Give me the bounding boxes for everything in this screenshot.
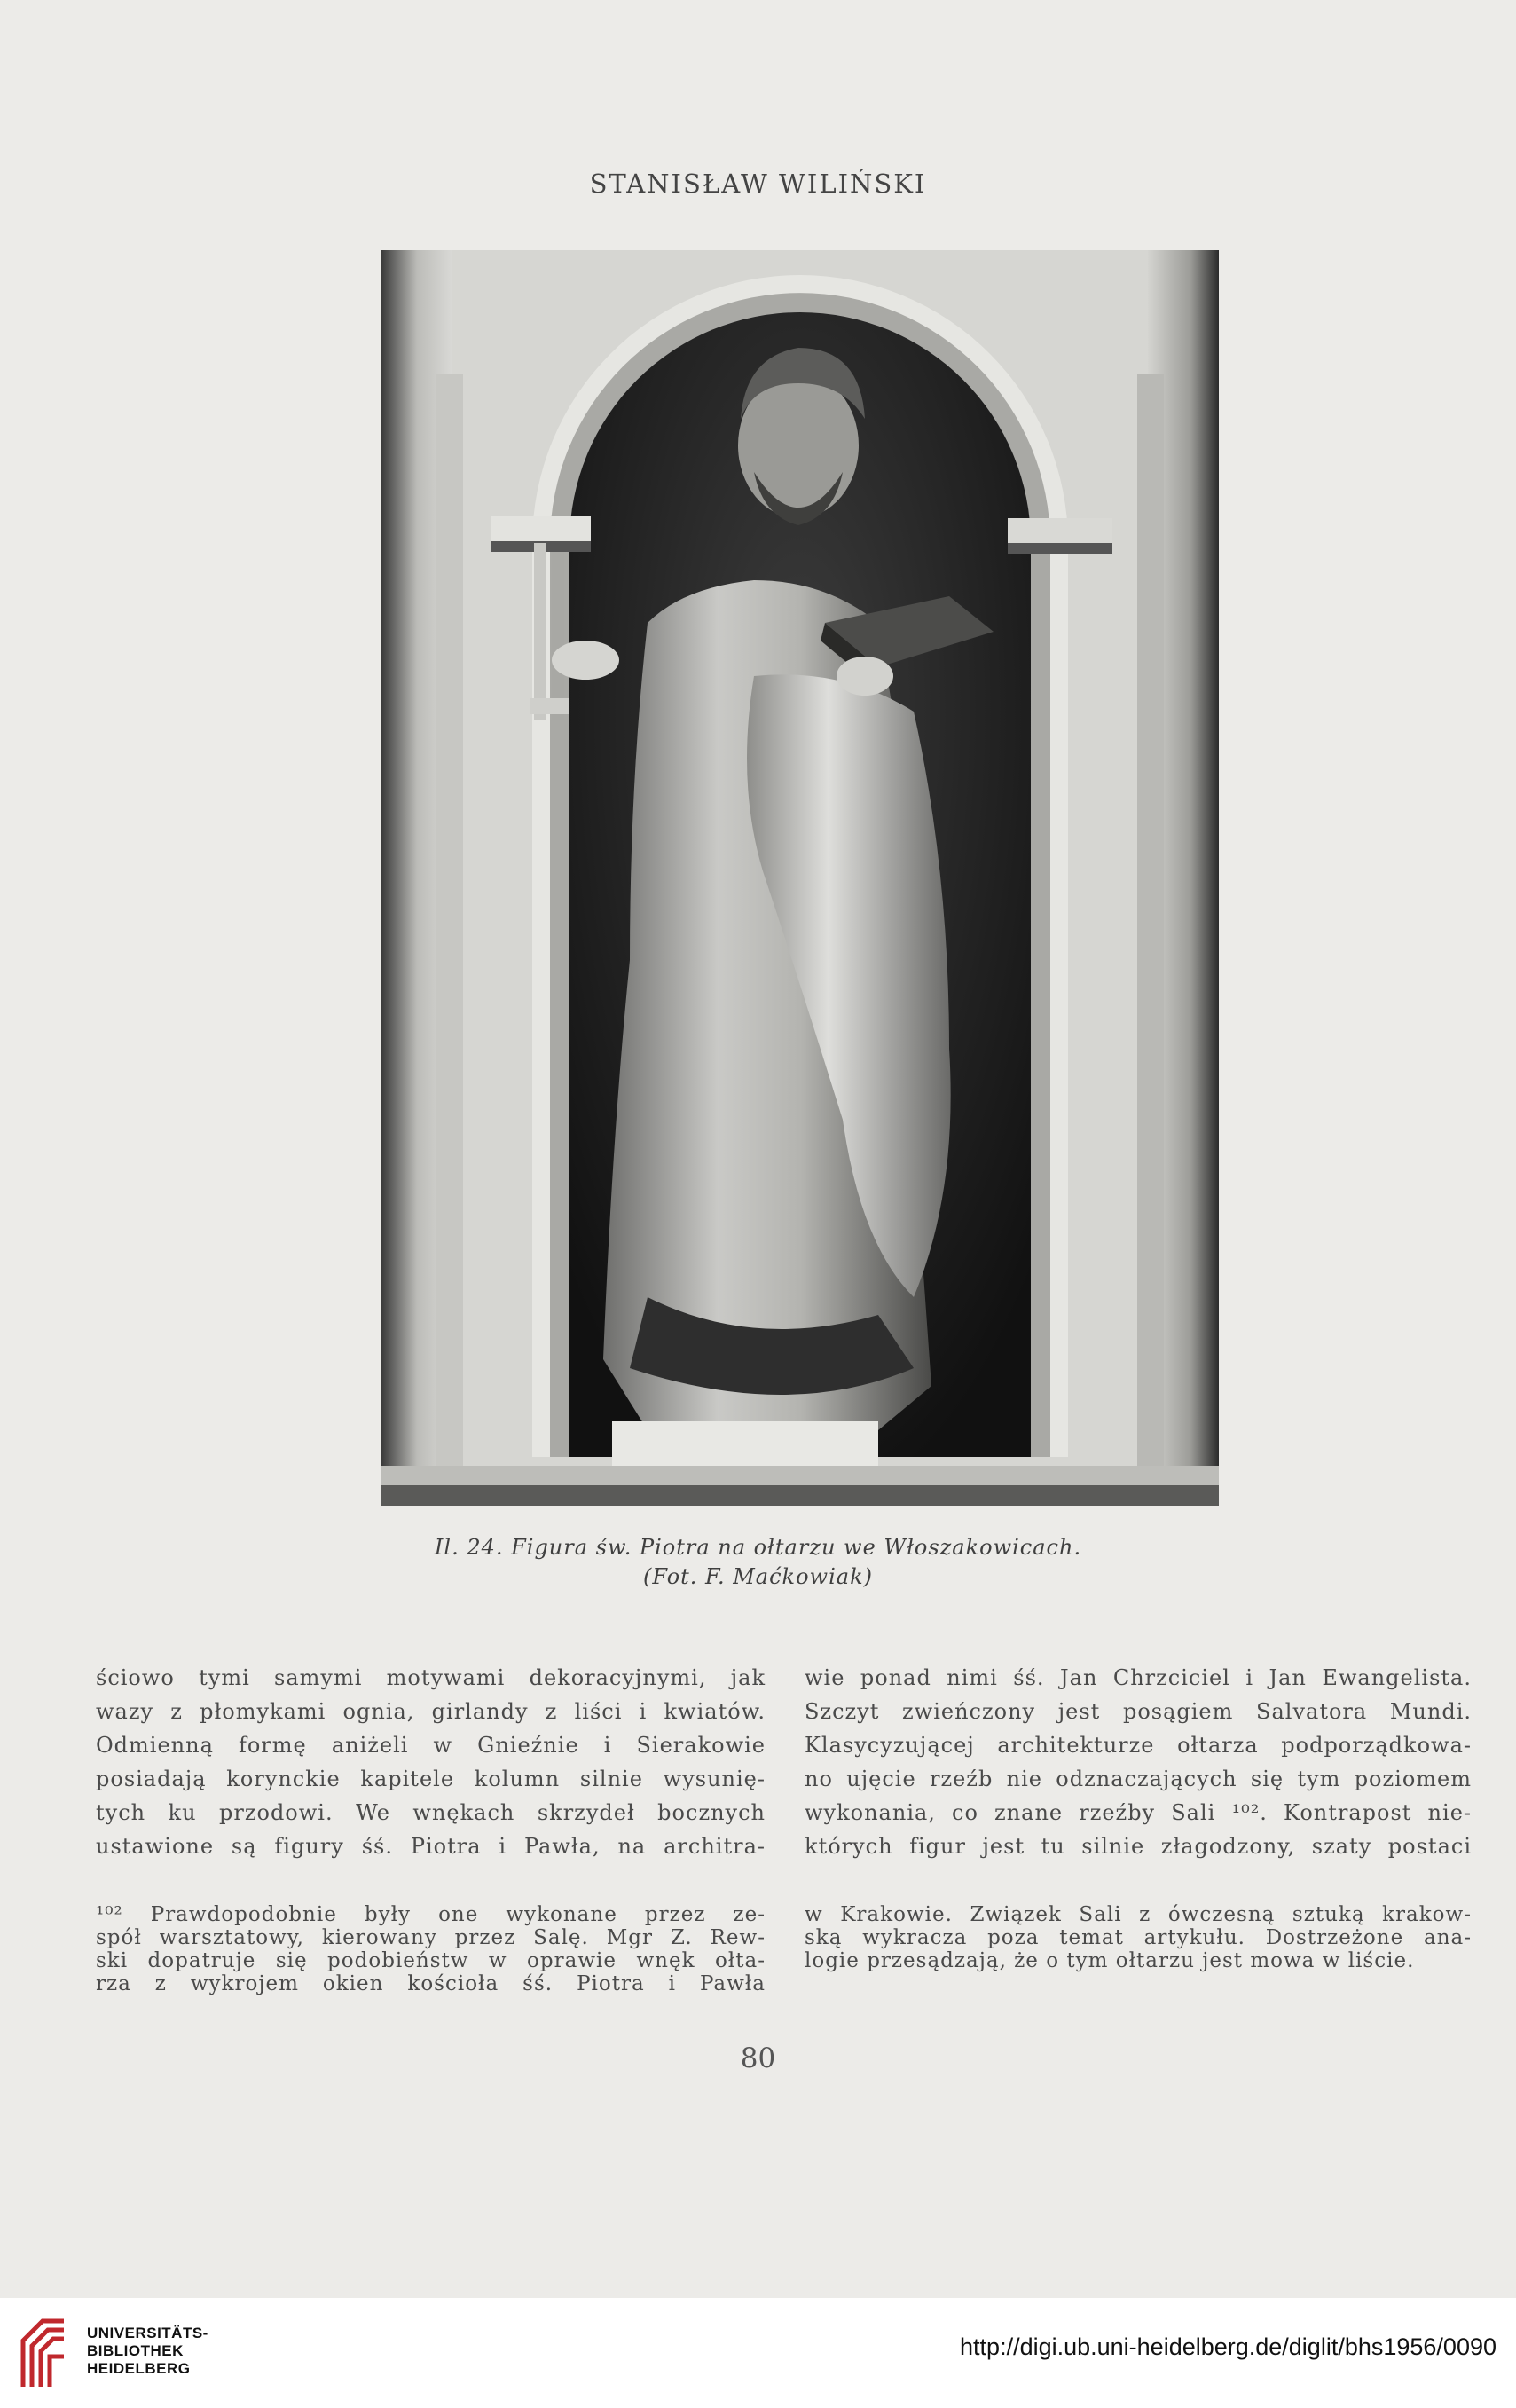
body-line: ściowo tymi samymi motywami dekoracyjnymi, jak (96, 1665, 766, 1690)
footnote-line: ¹⁰² Prawdopodobnie były one wykonane przez ze- (96, 1903, 766, 1926)
body-line: tych ku przodowi. We wnękach skrzydeł bocznych (96, 1800, 766, 1825)
caption-title: Il. 24. Figura św. Piotra na ołtarzu we Włoszakowicach. (434, 1535, 1082, 1560)
statue-photograph-image (381, 250, 1219, 1506)
body-column-left (96, 1661, 766, 1863)
body-line: Szczyt zwieńczony jest posągiem Salvatora Mundi. (805, 1699, 1472, 1724)
running-head: STANISŁAW WILIŃSKI (589, 169, 927, 199)
body-line: posiadają korynckie kapitele kolumn silnie wysunię- (96, 1767, 766, 1791)
body-line: wazy z płomykami ognia, girlandy z liści i kwiatów. (96, 1699, 766, 1724)
footnote-line: ską wykracza poza temat artykułu. Dostrzeżone ana- (805, 1926, 1472, 1949)
caption-credit: (Fot. F. Maćkowiak) (643, 1564, 873, 1589)
body-line: Odmienną formę aniżeli w Gnieźnie i Sierakowie (96, 1733, 766, 1758)
library-name-line: HEIDELBERG (87, 2360, 191, 2377)
body-line: wie ponad nimi śś. Jan Chrzciciel i Jan Ewangelista. (805, 1665, 1472, 1690)
library-name (87, 2325, 208, 2378)
footnote-line: w Krakowie. Związek Sali z ówczesną sztuką krakow- (805, 1903, 1472, 1926)
footnote-column-right (805, 1903, 1472, 1972)
library-name-line: BIBLIOTHEK (87, 2342, 184, 2359)
figure-caption (266, 1533, 1250, 1592)
footnote-column-left (96, 1903, 766, 1995)
statue-photograph (381, 250, 1219, 1506)
library-name-line: UNIVERSITÄTS- (87, 2325, 208, 2341)
footnote-line: ski dopatruje się podobieństw w oprawie wnęk ołta- (96, 1949, 766, 1972)
page-number: 80 (740, 2042, 776, 2074)
body-column-right (805, 1661, 1472, 1863)
permalink-url[interactable]: http://digi.ub.uni-heidelberg.de/diglit/bhs1956/0090 (960, 2333, 1496, 2360)
footnote-line: logie przesądzają, że o tym ołtarzu jest mowa w liście. (805, 1949, 1415, 1972)
body-line: których figur jest tu silnie złagodzony, szaty postaci (805, 1834, 1472, 1859)
body-line: no ujęcie rzeźb nie odznaczających się tym poziomem (805, 1767, 1472, 1791)
body-line: ustawione są figury śś. Piotra i Pawła, na architra- (96, 1834, 766, 1859)
footnote-line: rza z wykrojem okien kościoła śś. Piotra i Pawła (96, 1972, 766, 1995)
footnote-line: spół warsztatowy, kierowany przez Salę. Mgr Z. Rew- (96, 1926, 766, 1949)
body-line: wykonania, co znane rzeźby Sali ¹⁰². Kontrapost nie- (805, 1800, 1472, 1825)
body-line: Klasycyzującej architekturze ołtarza podporządkowa- (805, 1733, 1472, 1758)
digitization-footer (0, 2298, 1516, 2408)
ub-heidelberg-logo-icon[interactable] (16, 2314, 71, 2394)
